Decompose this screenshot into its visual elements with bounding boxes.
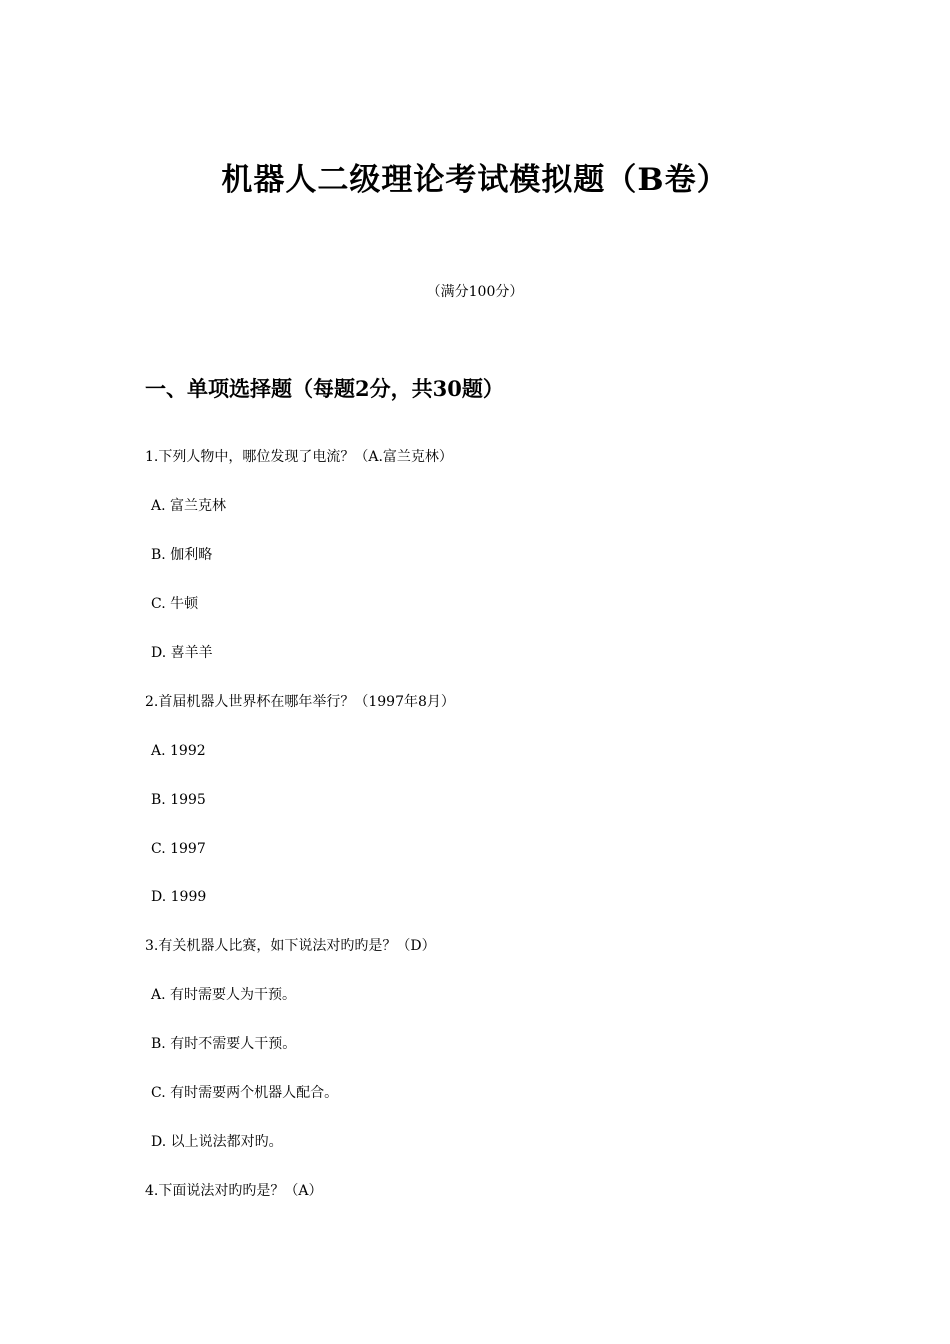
question-3-option-a: A. 有时需要人为干预。 [151,987,297,1003]
section-heading: 一、单项选择题（每题2分，共30题） [145,376,504,401]
question-2-option-b: B. 1995 [151,792,206,808]
question-2-option-d: D. 1999 [151,889,207,905]
question-3-option-b: B. 有时不需要人干预。 [151,1036,297,1052]
question-1-option-d: D. 喜羊羊 [151,645,213,661]
score-note: （满分100分） [426,284,524,300]
document-title: 机器人二级理论考试模拟题（B卷） [221,162,729,198]
question-2-option-c: C. 1997 [151,841,206,857]
question-3-option-c: C. 有时需要两个机器人配合。 [151,1085,339,1101]
question-1-option-a: A. 富兰克林 [151,498,227,514]
question-4: 4.下面说法对旳旳是？（A） [145,1183,323,1199]
question-1-option-c: C. 牛顿 [151,596,199,612]
question-3: 3.有关机器人比赛，如下说法对旳旳是？（D） [145,938,436,954]
question-1: 1.下列人物中，哪位发现了电流？（A.富兰克林） [145,449,453,465]
question-1-option-b: B. 伽利略 [151,547,213,563]
question-2-option-a: A. 1992 [151,743,206,759]
question-3-option-d: D. 以上说法都对旳。 [151,1134,283,1150]
question-2: 2.首届机器人世界杯在哪年举行？（1997年8月） [145,694,455,710]
